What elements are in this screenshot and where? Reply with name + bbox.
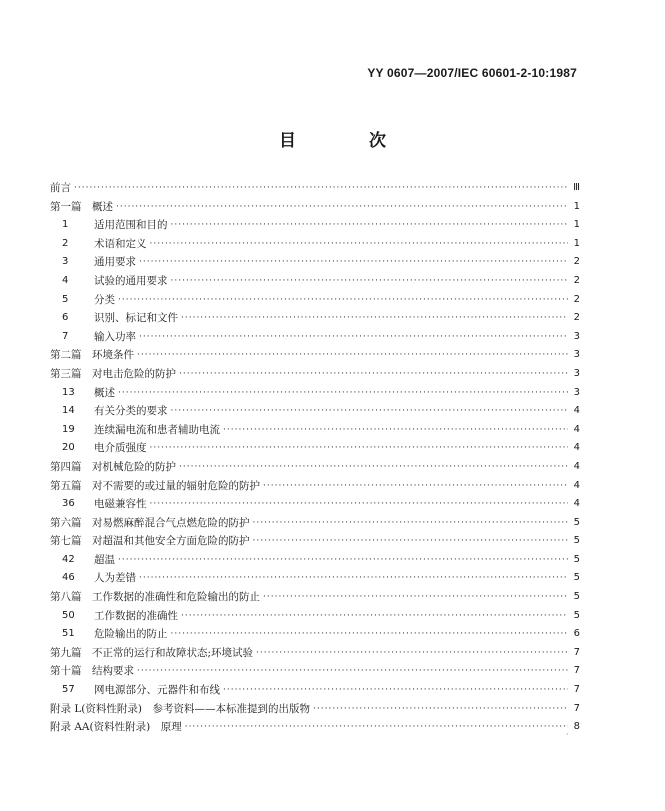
toc-dot-leader — [118, 551, 568, 570]
toc-entry-label: 超温 — [94, 553, 115, 566]
toc-entry[interactable] — [50, 625, 580, 644]
toc-entry-page-number: 5 — [573, 535, 580, 547]
toc-entry[interactable] — [50, 384, 580, 403]
toc-dot-leader — [150, 235, 569, 254]
toc-entry[interactable] — [50, 421, 580, 440]
toc-entry-page-number: 5 — [573, 591, 580, 603]
toc-entry-page-number: 4 — [573, 498, 580, 510]
toc-dot-leader — [263, 588, 568, 607]
toc-entry-page-number: 1 — [573, 200, 580, 212]
toc-dot-leader — [137, 346, 568, 365]
toc-entry-label: 第一篇 概述 — [50, 200, 113, 213]
toc-dot-leader — [313, 700, 568, 719]
toc-entry-page-number: 4 — [573, 460, 580, 472]
toc-entry-label: 危险输出的防止 — [94, 628, 168, 641]
toc-entry-number: 51 — [62, 628, 75, 640]
toc-entry-label: 适用范围和目的 — [94, 219, 168, 232]
toc-entry[interactable] — [50, 551, 580, 570]
toc-entry[interactable] — [50, 439, 580, 458]
toc-entry[interactable] — [50, 495, 580, 514]
toc-entry[interactable] — [50, 198, 580, 217]
toc-entry-number: 57 — [62, 684, 75, 696]
toc-dot-leader — [150, 439, 569, 458]
table-of-contents — [50, 179, 580, 737]
toc-dot-leader — [185, 718, 568, 737]
toc-entry-page-number: 8 — [573, 721, 580, 733]
toc-dot-leader — [253, 514, 569, 533]
toc-entry-page-number: 3 — [573, 349, 580, 361]
toc-entry[interactable] — [50, 402, 580, 421]
toc-entry[interactable] — [50, 718, 580, 737]
toc-entry[interactable] — [50, 328, 580, 347]
toc-dot-leader — [139, 569, 568, 588]
toc-entry-page-number: 5 — [573, 553, 580, 565]
toc-entry-label: 电介质强度 — [94, 442, 147, 455]
toc-entry-label: 识别、标记和文件 — [94, 312, 178, 325]
toc-dot-leader — [150, 495, 569, 514]
toc-entry-label: 第七篇 对超温和其他安全方面危险的防护 — [50, 535, 250, 548]
toc-entry[interactable] — [50, 309, 580, 328]
toc-dot-leader — [181, 309, 568, 328]
toc-entry-label: 第五篇 对不需要的或过量的辐射危险的防护 — [50, 479, 260, 492]
toc-entry-page-number: 5 — [573, 609, 580, 621]
toc-entry-page-number: 3 — [573, 330, 580, 342]
toc-entry[interactable] — [50, 569, 580, 588]
toc-entry-label: 分类 — [94, 293, 115, 306]
toc-entry[interactable] — [50, 272, 580, 291]
toc-entry[interactable] — [50, 532, 580, 551]
toc-entry-label: 工作数据的准确性 — [94, 609, 178, 622]
toc-entry-page-number: 4 — [573, 405, 580, 417]
toc-dot-leader — [139, 253, 568, 272]
toc-dot-leader — [118, 291, 568, 310]
toc-dot-leader — [223, 421, 568, 440]
toc-entry-page-number: 7 — [573, 646, 580, 658]
toc-entry-label: 第六篇 对易燃麻醉混合气点燃危险的防护 — [50, 516, 250, 529]
toc-entry-page-number: Ⅲ — [573, 182, 580, 193]
toc-entry[interactable] — [50, 291, 580, 310]
toc-entry[interactable] — [50, 681, 580, 700]
toc-entry-label: 第十篇 结构要求 — [50, 665, 134, 678]
toc-dot-leader — [137, 662, 568, 681]
toc-entry-label: 人为差错 — [94, 572, 136, 585]
toc-entry-label: 试验的通用要求 — [94, 274, 168, 287]
toc-entry-label: 输入功率 — [94, 330, 136, 343]
toc-entry[interactable] — [50, 662, 580, 681]
toc-entry-number: 5 — [62, 293, 69, 305]
toc-entry[interactable] — [50, 365, 580, 384]
toc-entry-label: 概述 — [94, 386, 115, 399]
toc-entry-page-number: 3 — [573, 386, 580, 398]
toc-entry-page-number: 4 — [573, 479, 580, 491]
toc-entry-label: 第八篇 工作数据的准确性和危险输出的防止 — [50, 591, 260, 604]
toc-dot-leader — [118, 384, 568, 403]
toc-entry-label: 第九篇 不正常的运行和故障状态;环境试验 — [50, 646, 254, 659]
toc-entry-page-number: 6 — [573, 628, 580, 640]
toc-entry-label: 通用要求 — [94, 256, 136, 269]
toc-entry-number: 13 — [62, 386, 75, 398]
toc-entry-number: 42 — [62, 553, 75, 565]
toc-entry-number: 1 — [62, 219, 69, 231]
toc-entry-number: 50 — [62, 609, 75, 621]
toc-entry-label: 有关分类的要求 — [94, 405, 168, 418]
toc-entry[interactable] — [50, 179, 580, 198]
toc-entry-page-number: 1 — [573, 219, 580, 231]
toc-entry-number: 19 — [62, 423, 75, 435]
toc-entry-page-number: 2 — [573, 293, 580, 305]
toc-entry-number: 3 — [62, 256, 69, 268]
toc-dot-leader — [263, 477, 568, 496]
toc-entry-number: 2 — [62, 237, 69, 249]
toc-entry-label: 电磁兼容性 — [94, 498, 147, 511]
toc-title: 目 次 — [279, 131, 414, 151]
toc-entry-page-number: 2 — [573, 256, 580, 268]
toc-entry[interactable] — [50, 458, 580, 477]
toc-entry-page-number: 4 — [573, 442, 580, 454]
scan-speck: · — [566, 730, 569, 739]
toc-entry[interactable] — [50, 607, 580, 626]
toc-dot-leader — [116, 198, 568, 217]
toc-entry-page-number: 5 — [573, 516, 580, 528]
toc-entry-number: 36 — [62, 498, 75, 510]
toc-entry-label: 术语和定义 — [94, 237, 147, 250]
toc-entry[interactable] — [50, 235, 580, 254]
toc-dot-leader — [171, 625, 569, 644]
toc-dot-leader — [171, 272, 569, 291]
toc-entry-page-number: 7 — [573, 684, 580, 696]
toc-entry-page-number: 2 — [573, 312, 580, 324]
toc-entry[interactable] — [50, 253, 580, 272]
toc-entry[interactable] — [50, 216, 580, 235]
toc-dot-leader — [181, 607, 568, 626]
toc-entry[interactable] — [50, 588, 580, 607]
toc-entry-number: 14 — [62, 405, 75, 417]
toc-dot-leader — [139, 328, 568, 347]
toc-entry-label: 网电源部分、元器件和布线 — [94, 684, 220, 697]
toc-entry-page-number: 3 — [573, 367, 580, 379]
toc-entry-label: 前言 — [50, 182, 71, 194]
toc-entry-page-number: 2 — [573, 274, 580, 286]
toc-entry-page-number: 1 — [573, 237, 580, 249]
toc-dot-leader — [171, 216, 569, 235]
toc-entry-label: 第四篇 对机械危险的防护 — [50, 460, 176, 473]
toc-entry-number: 6 — [62, 312, 69, 324]
toc-dot-leader — [253, 532, 569, 551]
toc-entry-page-number: 4 — [573, 423, 580, 435]
toc-entry-label: 第三篇 对电击危险的防护 — [50, 367, 176, 380]
toc-entry-number: 7 — [62, 330, 69, 342]
toc-dot-leader — [74, 179, 568, 198]
toc-entry-page-number: 7 — [573, 702, 580, 714]
standard-number-header: YY 0607—2007/IEC 60601-2-10:1987 — [367, 66, 577, 80]
toc-entry-label: 附录 AA(资料性附录) 原理 — [50, 721, 182, 734]
toc-dot-leader — [179, 365, 568, 384]
toc-dot-leader — [223, 681, 568, 700]
toc-entry-number: 4 — [62, 274, 69, 286]
toc-entry-label: 第二篇 环境条件 — [50, 349, 134, 362]
toc-entry[interactable] — [50, 514, 580, 533]
toc-entry[interactable] — [50, 700, 580, 719]
toc-dot-leader — [256, 644, 568, 663]
toc-entry-page-number: 5 — [573, 572, 580, 584]
toc-entry[interactable] — [50, 644, 580, 663]
toc-entry-number: 46 — [62, 572, 75, 584]
toc-entry-page-number: 7 — [573, 665, 580, 677]
toc-entry-number: 20 — [62, 442, 75, 454]
toc-entry[interactable] — [50, 477, 580, 496]
toc-entry-label: 连续漏电流和患者辅助电流 — [94, 423, 220, 436]
toc-dot-leader — [171, 402, 569, 421]
toc-dot-leader — [179, 458, 568, 477]
toc-entry-label: 附录 L(资料性附录) 参考资料——本标准提到的出版物 — [50, 702, 311, 715]
toc-entry[interactable] — [50, 346, 580, 365]
